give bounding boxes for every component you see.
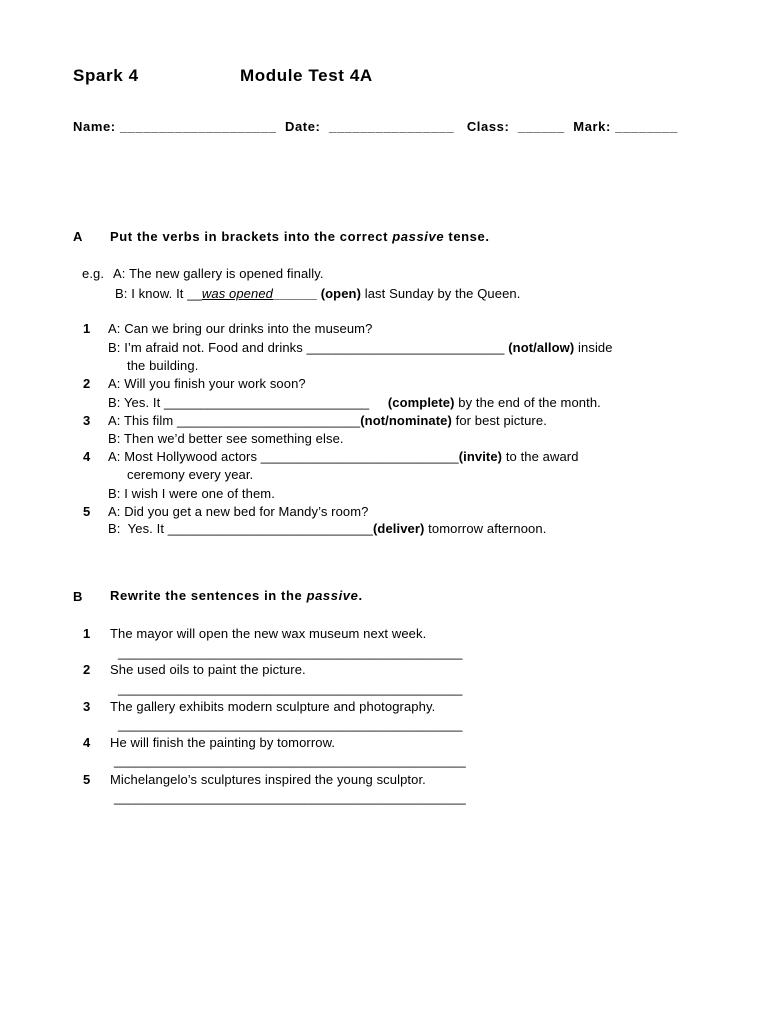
question-b2-answer-line: _______________________________________________ bbox=[118, 681, 463, 696]
section-b-instruction: Rewrite the sentences in the passive. bbox=[110, 588, 363, 603]
question-a5-number: 5 bbox=[83, 504, 91, 519]
question-a1-line-a: A: Can we bring our drinks into the museum? bbox=[108, 321, 373, 336]
question-a4-line-a-cont: ceremony every year. bbox=[127, 467, 254, 482]
question-b4-sentence: He will finish the painting by tomorrow. bbox=[110, 735, 336, 750]
question-b3-sentence: The gallery exhibits modern sculpture and photography. bbox=[110, 699, 436, 714]
question-a4-line-a: A: Most Hollywood actors ___________________________(invite) to the award bbox=[108, 449, 579, 464]
page-title-left: Spark 4 bbox=[73, 66, 139, 85]
question-a4-number: 4 bbox=[83, 449, 91, 464]
question-b1-sentence: The mayor will open the new wax museum next week. bbox=[110, 626, 427, 641]
question-b5-sentence: Michelangelo’s sculptures inspired the young sculptor. bbox=[110, 772, 426, 787]
example-line-b: B: I know. It __was opened______ (open) last Sunday by the Queen. bbox=[115, 286, 521, 301]
question-b3-number: 3 bbox=[83, 699, 91, 714]
example-answer: was opened bbox=[201, 286, 273, 301]
question-a3-line-a: A: This film _________________________(not/nominate) for best picture. bbox=[108, 413, 547, 428]
question-a5-line-a: A: Did you get a new bed for Mandy’s room? bbox=[108, 504, 369, 519]
question-b5-answer-line: ________________________________________________ bbox=[114, 790, 466, 805]
question-a2-line-a: A: Will you finish your work soon? bbox=[108, 376, 306, 391]
section-a-letter: A bbox=[73, 229, 83, 244]
example-label: e.g. bbox=[82, 266, 105, 281]
question-b2-sentence: She used oils to paint the picture. bbox=[110, 662, 306, 677]
section-b-letter: B bbox=[73, 589, 83, 604]
question-b5-number: 5 bbox=[83, 772, 91, 787]
question-b4-number: 4 bbox=[83, 735, 91, 750]
question-a1-line-b: B: I’m afraid not. Food and drinks ___________________________ (not/allow) inside bbox=[108, 340, 613, 355]
page-title-right: Module Test 4A bbox=[240, 66, 373, 85]
question-a2-number: 2 bbox=[83, 376, 91, 391]
question-b2-number: 2 bbox=[83, 662, 91, 677]
question-a5-line-b: B: Yes. It ____________________________(deliver) tomorrow afternoon. bbox=[108, 521, 547, 536]
question-a3-number: 3 bbox=[83, 413, 91, 428]
student-info-fields: Name: ____________________ Date: ________________ Class: ______ Mark: ________ bbox=[73, 119, 678, 134]
example-line-a: A: The new gallery is opened finally. bbox=[113, 266, 324, 281]
question-a1-line-b-cont: the building. bbox=[127, 358, 199, 373]
question-a4-line-b: B: I wish I were one of them. bbox=[108, 486, 275, 501]
question-b4-answer-line: ________________________________________________ bbox=[114, 753, 466, 768]
section-a-instruction: Put the verbs in brackets into the correct passive tense. bbox=[110, 229, 490, 244]
question-a1-number: 1 bbox=[83, 321, 91, 336]
question-b3-answer-line: _______________________________________________ bbox=[118, 717, 463, 732]
question-b1-number: 1 bbox=[83, 626, 91, 641]
question-b1-answer-line: _______________________________________________ bbox=[118, 645, 463, 660]
question-a2-line-b: B: Yes. It ____________________________ (complete) by the end of the month. bbox=[108, 395, 601, 410]
question-a3-line-b: B: Then we’d better see something else. bbox=[108, 431, 344, 446]
